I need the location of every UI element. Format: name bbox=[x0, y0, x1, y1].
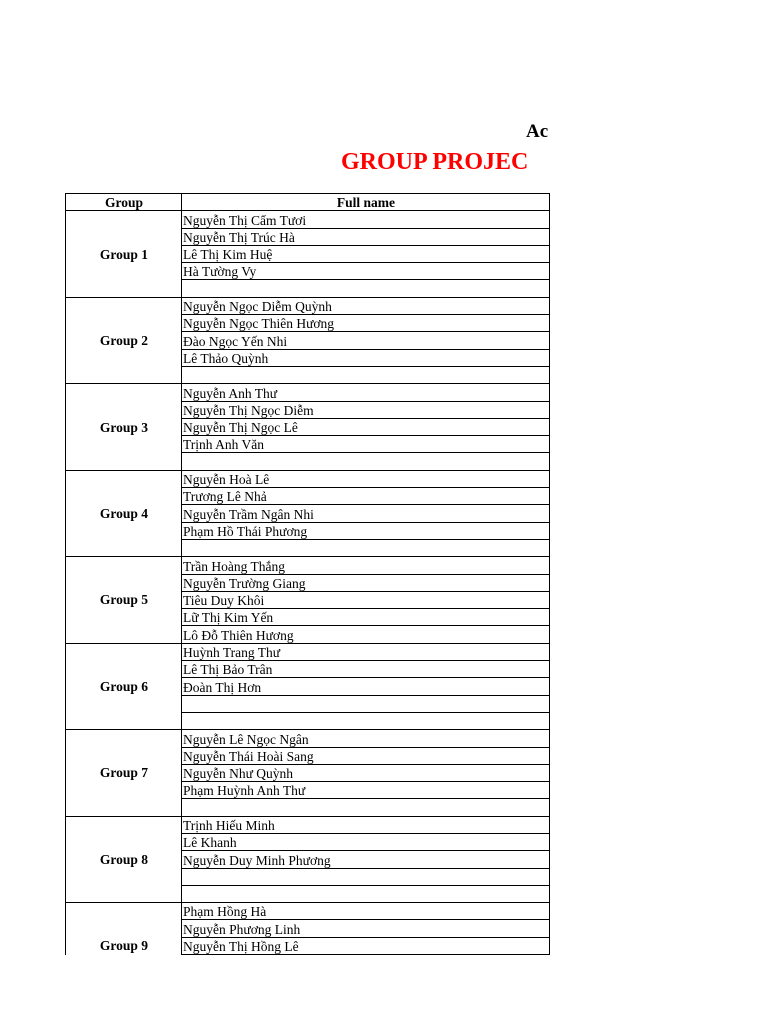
member-name-cell: Nguyễn Trầm Ngân Nhi bbox=[182, 505, 550, 522]
column-header-group: Group bbox=[66, 194, 182, 211]
member-name-cell: Phạm Hồng Hà bbox=[182, 903, 550, 920]
member-name-cell: Đào Ngọc Yến Nhi bbox=[182, 332, 550, 349]
member-name-cell: Đoàn Thị Hơn bbox=[182, 678, 550, 695]
group-table bbox=[65, 193, 550, 990]
table-row bbox=[66, 557, 550, 574]
project-title: GROUP PROJEC bbox=[341, 149, 529, 175]
member-name-cell: Nguyễn Phương Linh bbox=[182, 920, 550, 937]
group-label: Group 1 bbox=[66, 211, 182, 297]
member-name-cell: Tiêu Duy Khôi bbox=[182, 591, 550, 608]
member-name-cell: Nguyễn Thị Cẩm Tươi bbox=[182, 211, 550, 228]
member-name-cell: Lữ Thị Kim Yến bbox=[182, 609, 550, 626]
member-name-cell: Trương Lê Nhả bbox=[182, 488, 550, 505]
table-row bbox=[66, 730, 550, 747]
member-name-cell: Trịnh Hiếu Minh bbox=[182, 816, 550, 833]
member-name-cell bbox=[182, 868, 550, 885]
member-name-cell: Nguyễn Trường Giang bbox=[182, 574, 550, 591]
member-name-cell bbox=[182, 712, 550, 729]
member-name-cell: Nguyễn Lê Ngọc Ngân bbox=[182, 730, 550, 747]
group-label: Group 3 bbox=[66, 384, 182, 470]
member-name-cell: Nguyễn Thị Ngọc Diễm bbox=[182, 401, 550, 418]
group-label: Group 6 bbox=[66, 643, 182, 729]
member-name-cell: Lê Thị Bảo Trân bbox=[182, 661, 550, 678]
member-name-cell: Lê Thị Kim Huệ bbox=[182, 245, 550, 262]
member-name-cell: Phạm Huỳnh Anh Thư bbox=[182, 782, 550, 799]
member-name-cell bbox=[182, 695, 550, 712]
member-name-cell: Lê Thảo Quỳnh bbox=[182, 349, 550, 366]
table-row bbox=[66, 470, 550, 487]
member-name-cell bbox=[182, 280, 550, 297]
member-name-cell: Lê Khanh bbox=[182, 833, 550, 850]
table-row bbox=[66, 816, 550, 833]
table-row bbox=[66, 384, 550, 401]
table-body bbox=[66, 211, 550, 989]
group-label: Group 4 bbox=[66, 470, 182, 556]
document-title: Ac bbox=[526, 121, 549, 142]
table-row bbox=[66, 211, 550, 228]
member-name-cell bbox=[182, 366, 550, 383]
page-crop bbox=[0, 955, 768, 1024]
member-name-cell: Lô Đỗ Thiên Hương bbox=[182, 626, 550, 643]
group-label: Group 9 bbox=[66, 903, 182, 989]
member-name-cell bbox=[182, 799, 550, 816]
member-name-cell: Nguyễn Anh Thư bbox=[182, 384, 550, 401]
group-label: Group 5 bbox=[66, 557, 182, 643]
column-header-full-name: Full name bbox=[182, 194, 550, 211]
member-name-cell: Nguyễn Thái Hoài Sang bbox=[182, 747, 550, 764]
table-row bbox=[66, 643, 550, 660]
table-row bbox=[66, 297, 550, 314]
member-name-cell: Huỳnh Trang Thư bbox=[182, 643, 550, 660]
group-label: Group 7 bbox=[66, 730, 182, 816]
member-name-cell bbox=[182, 539, 550, 556]
table-header-row bbox=[66, 194, 550, 211]
group-label: Group 8 bbox=[66, 816, 182, 902]
member-name-cell: Nguyễn Thị Hồng Lê bbox=[182, 937, 550, 954]
member-name-cell: Nguyễn Thị Ngọc Lê bbox=[182, 418, 550, 435]
member-name-cell: Hà Tường Vy bbox=[182, 263, 550, 280]
member-name-cell: Nguyễn Ngọc Diễm Quỳnh bbox=[182, 297, 550, 314]
member-name-cell bbox=[182, 453, 550, 470]
member-name-cell: Trịnh Anh Văn bbox=[182, 436, 550, 453]
member-name-cell: Phạm Hồ Thái Phương bbox=[182, 522, 550, 539]
member-name-cell: Nguyễn Duy Minh Phương bbox=[182, 851, 550, 868]
member-name-cell: Nguyễn Thị Trúc Hà bbox=[182, 228, 550, 245]
member-name-cell: Nguyễn Như Quỳnh bbox=[182, 764, 550, 781]
member-name-cell: Trần Hoàng Thắng bbox=[182, 557, 550, 574]
table-row bbox=[66, 903, 550, 920]
member-name-cell: Nguyễn Hoà Lê bbox=[182, 470, 550, 487]
group-label: Group 2 bbox=[66, 297, 182, 383]
member-name-cell: Nguyễn Ngọc Thiên Hương bbox=[182, 315, 550, 332]
member-name-cell bbox=[182, 885, 550, 902]
